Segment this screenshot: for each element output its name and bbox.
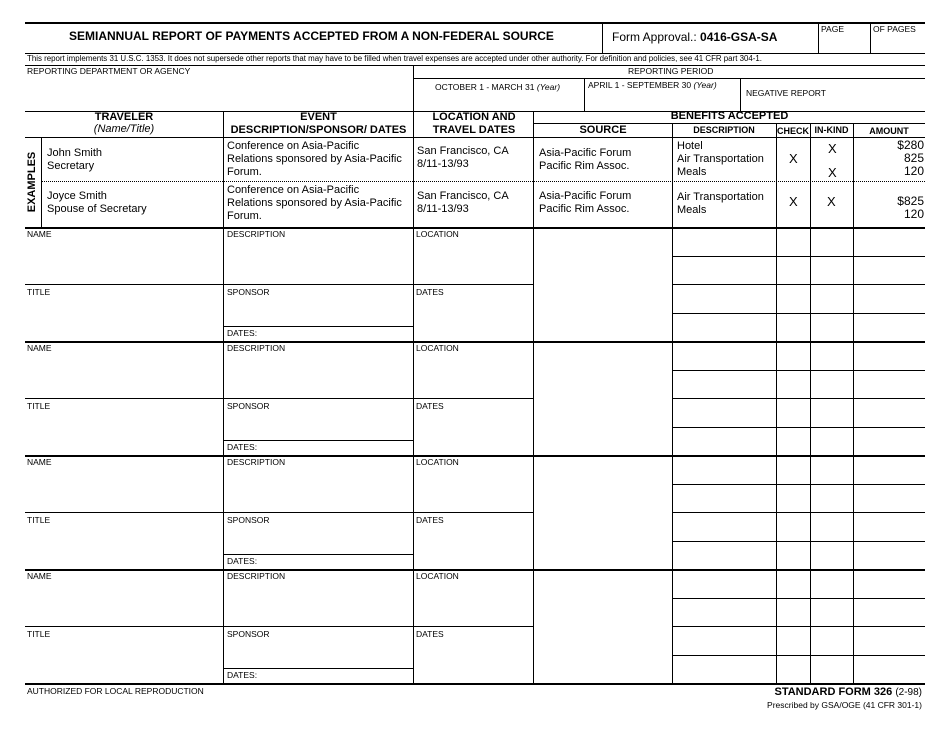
entry-1-dates-label: DATES: <box>227 328 258 338</box>
entry-4-benefit-rule <box>672 598 925 599</box>
example-1-source: Asia-Pacific Forum Pacific Rim Assoc. <box>539 147 632 172</box>
entry-1-dates-rule <box>223 326 414 327</box>
entry-1-top-rule <box>25 227 925 229</box>
entry-1-mid-rule <box>25 284 534 285</box>
entry-2-title-label: TITLE <box>27 401 51 411</box>
form-approval-number: 0416-GSA-SA <box>700 30 778 44</box>
of-pages-label: OF PAGES <box>873 24 916 34</box>
example-1-title: Secretary <box>47 160 95 172</box>
entry-3-sponsor-label: SPONSOR <box>227 515 270 525</box>
reproduction-note: AUTHORIZED FOR LOCAL REPRODUCTION <box>27 686 204 696</box>
entry-2-sponsor-label: SPONSOR <box>227 401 270 411</box>
col-in-kind: IN-KIND <box>814 125 849 135</box>
entry-3-mid-rule <box>25 512 534 513</box>
example-1-name: John Smith <box>47 147 103 159</box>
col-event: EVENT <box>300 111 337 123</box>
col-travel-dates: TRAVEL DATES <box>432 124 516 136</box>
entry-2-dates-rule <box>223 440 414 441</box>
example-1-inkind-hotel: X <box>828 141 837 156</box>
department-label: REPORTING DEPARTMENT OR AGENCY <box>27 66 191 76</box>
entry-2-benefit-rule <box>672 370 925 371</box>
entry-2-top-rule <box>25 341 925 343</box>
col-description: DESCRIPTION <box>693 125 755 135</box>
example-2-location: San Francisco, CA 8/11-13/93 <box>417 190 509 215</box>
entry-4-title-label: TITLE <box>27 629 51 639</box>
example-1-traveler <box>47 147 102 173</box>
examples-label: EXAMPLES <box>26 151 38 213</box>
entry-2-description-label: DESCRIPTION <box>227 343 286 353</box>
form-approval-label: Form Approval.: <box>612 30 697 44</box>
entry-3-dates-rule <box>223 554 414 555</box>
example-2-traveler <box>47 190 147 216</box>
example-1-event: Conference on Asia-Pacific Relations sponsored by Asia-Pacific Forum. <box>227 140 402 178</box>
col-benefits: BENEFITS ACCEPTED <box>670 110 789 122</box>
example-2-inkind: X <box>827 194 836 209</box>
entry-2-location-label: LOCATION <box>416 343 459 353</box>
entry-1-location-label: LOCATION <box>416 229 459 239</box>
example-2-name: Joyce Smith <box>47 190 107 202</box>
entry-3-top-rule <box>25 455 925 457</box>
form-approval <box>612 30 777 44</box>
prescribed-note: Prescribed by GSA/OGE (41 CFR 301-1) <box>767 700 922 710</box>
entry-1-travel-dates-label: DATES <box>416 287 444 297</box>
entry-3-travel-dates-label: DATES <box>416 515 444 525</box>
col-event-sub: DESCRIPTION/SPONSOR/ DATES <box>230 124 407 136</box>
entry-4-dates-rule <box>223 668 414 669</box>
negative-report-label: NEGATIVE REPORT <box>746 88 826 98</box>
example-1-inkind-meals: X <box>828 165 837 180</box>
entry-1-benefit-rule <box>672 284 925 285</box>
page-label: PAGE <box>821 24 844 34</box>
col-traveler-sub: (Name/Title) <box>93 123 155 135</box>
example-2-benefit-desc: Air Transportation Meals <box>677 191 764 216</box>
col-location: LOCATION AND <box>432 111 516 123</box>
entry-3-description-label: DESCRIPTION <box>227 457 286 467</box>
entry-2-dates-label: DATES: <box>227 442 258 452</box>
period-oct-mar: OCTOBER 1 - MARCH 31 (Year) <box>435 82 561 92</box>
entry-1-title-label: TITLE <box>27 287 51 297</box>
entry-2-travel-dates-label: DATES <box>416 401 444 411</box>
entry-1-name-label: NAME <box>27 229 52 239</box>
entry-3-benefit-rule <box>672 512 925 513</box>
example-2-title: Spouse of Secretary <box>47 203 147 215</box>
entry-1-description-label: DESCRIPTION <box>227 229 286 239</box>
entry-3-location-label: LOCATION <box>416 457 459 467</box>
col-traveler: TRAVELER <box>94 111 154 123</box>
entry-4-description-label: DESCRIPTION <box>227 571 286 581</box>
period-apr-sep: APRIL 1 - SEPTEMBER 30 (Year) <box>588 80 717 90</box>
example-1-check: X <box>789 151 798 166</box>
entry-4-top-rule <box>25 569 925 571</box>
entry-3-dates-label: DATES: <box>227 556 258 566</box>
entry-4-sponsor-label: SPONSOR <box>227 629 270 639</box>
entry-2-mid-rule <box>25 398 534 399</box>
entry-4-travel-dates-label: DATES <box>416 629 444 639</box>
entry-3-title-label: TITLE <box>27 515 51 525</box>
reporting-period-label: REPORTING PERIOD <box>628 66 714 76</box>
entry-2-benefit-rule <box>672 398 925 399</box>
standard-form-label: STANDARD FORM 326 (2-98) <box>774 686 922 698</box>
example-1-amounts: $280 825 120 <box>897 138 924 178</box>
entry-4-mid-rule <box>25 626 534 627</box>
entry-4-benefit-rule <box>672 626 925 627</box>
example-2-check: X <box>789 194 798 209</box>
entry-4-dates-label: DATES: <box>227 670 258 680</box>
entries-bottom-rule <box>25 683 925 685</box>
form-title: SEMIANNUAL REPORT OF PAYMENTS ACCEPTED FROM A NON-FEDERAL SOURCE <box>69 29 554 43</box>
entry-1-benefit-rule <box>672 256 925 257</box>
entry-2-benefit-rule <box>672 427 925 428</box>
entry-2-name-label: NAME <box>27 343 52 353</box>
entry-4-name-label: NAME <box>27 571 52 581</box>
entry-1-benefit-rule <box>672 313 925 314</box>
example-2-amounts: $825 120 <box>897 194 924 221</box>
col-source: SOURCE <box>579 124 627 136</box>
entry-1-sponsor-label: SPONSOR <box>227 287 270 297</box>
example-2-event: Conference on Asia-Pacific Relations sponsored by Asia-Pacific Forum. <box>227 184 402 222</box>
entry-3-benefit-rule <box>672 541 925 542</box>
notice-text: This report implements 31 U.S.C. 1353. It does not supersede other reports that may have to be filled when travel expenses are accepted under other authority. For definition and policies, see 41 CFR part 304-1. <box>27 54 762 63</box>
entry-4-location-label: LOCATION <box>416 571 459 581</box>
example-1-location: San Francisco, CA 8/11-13/93 <box>417 145 509 170</box>
entry-3-name-label: NAME <box>27 457 52 467</box>
example-1-benefit-desc: Hotel Air Transportation Meals <box>677 140 764 178</box>
col-amount: AMOUNT <box>869 126 909 136</box>
example-2-source: Asia-Pacific Forum Pacific Rim Assoc. <box>539 190 632 215</box>
entry-4-benefit-rule <box>672 655 925 656</box>
col-check: CHECK <box>776 126 809 136</box>
entry-3-benefit-rule <box>672 484 925 485</box>
